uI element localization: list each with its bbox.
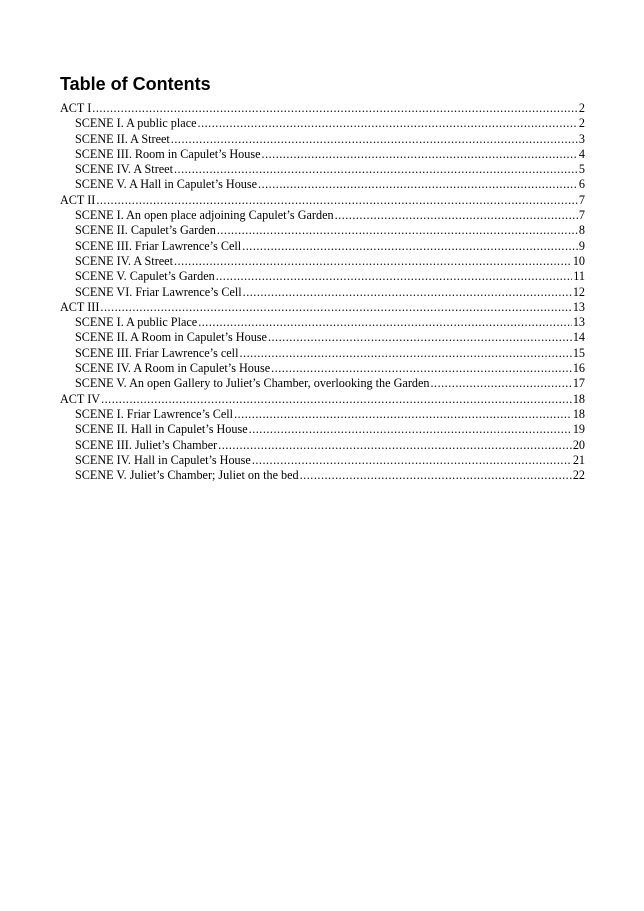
- toc-scene-entry[interactable]: [60, 147, 585, 162]
- toc-entry-label: SCENE II. Hall in Capulet’s House: [75, 422, 248, 437]
- toc-scene-entry[interactable]: [60, 438, 585, 453]
- toc-entry-label: SCENE IV. A Street: [75, 253, 173, 268]
- toc-entry-page-number: 20: [572, 437, 585, 452]
- toc-entry-page-number: 8: [578, 223, 585, 238]
- toc-entry-label: SCENE I. Friar Lawrence’s Cell: [75, 406, 234, 421]
- toc-scene-entry[interactable]: [60, 422, 585, 437]
- toc-dot-leader: [198, 315, 572, 330]
- toc-entry-page-number: 13: [572, 299, 585, 314]
- toc-dot-leader: [198, 116, 578, 131]
- toc-entry-page-number: 17: [572, 376, 585, 391]
- toc-entry-page-number: 12: [572, 284, 585, 299]
- toc-act-entry[interactable]: [60, 101, 585, 116]
- toc-scene-entry[interactable]: [60, 239, 585, 254]
- toc-entry-label: SCENE I. An open place adjoining Capulet’s Garden: [75, 208, 334, 223]
- toc-entry-label: SCENE IV. A Street: [75, 162, 173, 177]
- toc-entry-page-number: 5: [578, 162, 585, 177]
- toc-scene-entry[interactable]: [60, 315, 585, 330]
- toc-entry-label: SCENE I. A public place: [75, 116, 197, 131]
- toc-entry-page-number: 7: [578, 208, 585, 223]
- toc-entry-label: SCENE III. Friar Lawrence’s cell: [75, 345, 239, 360]
- toc-entry-label: SCENE III. Room in Capulet’s House: [75, 146, 261, 161]
- toc-scene-entry[interactable]: [60, 376, 585, 391]
- toc-entry-label: SCENE III. Friar Lawrence’s Cell: [75, 238, 242, 253]
- toc-entry-label: ACT I: [60, 101, 92, 115]
- toc-dot-leader: [174, 254, 572, 269]
- toc-scene-entry[interactable]: [60, 285, 585, 300]
- toc-scene-entry[interactable]: [60, 330, 585, 345]
- toc-scene-entry[interactable]: [60, 132, 585, 147]
- toc-entry-page-number: 22: [572, 468, 585, 483]
- toc-dot-leader: [234, 407, 572, 422]
- toc-dot-leader: [101, 392, 572, 407]
- toc-entry-page-number: 6: [578, 177, 585, 192]
- toc-dot-leader: [216, 269, 573, 284]
- toc-entry-page-number: 11: [573, 269, 585, 284]
- toc-scene-entry[interactable]: [60, 468, 585, 483]
- toc-scene-entry[interactable]: [60, 407, 585, 422]
- toc-entry-page-number: 2: [578, 116, 585, 131]
- toc-entry-page-number: 18: [572, 406, 585, 421]
- toc-dot-leader: [252, 453, 572, 468]
- toc-entry-label: SCENE IV. A Room in Capulet’s House: [75, 361, 271, 376]
- toc-dot-leader: [92, 101, 578, 116]
- toc-dot-leader: [268, 330, 572, 345]
- toc-entry-page-number: 19: [572, 422, 585, 437]
- toc-scene-entry[interactable]: [60, 361, 585, 376]
- toc-entry-label: ACT III: [60, 299, 100, 314]
- toc-scene-entry[interactable]: [60, 162, 585, 177]
- toc-entry-label: SCENE V. An open Gallery to Juliet’s Chamber, overlooking the Garden: [75, 376, 430, 391]
- toc-entry-label: SCENE I. A public Place: [75, 315, 198, 330]
- toc-dot-leader: [217, 223, 578, 238]
- toc-dot-leader: [171, 132, 578, 147]
- toc-entry-label: SCENE III. Juliet’s Chamber: [75, 437, 218, 452]
- toc-entry-label: ACT IV: [60, 391, 101, 406]
- toc-dot-leader: [271, 361, 572, 376]
- toc-entry-page-number: 4: [578, 146, 585, 161]
- toc-dot-leader: [430, 376, 571, 391]
- toc-scene-entry[interactable]: [60, 116, 585, 131]
- toc-dot-leader: [243, 285, 572, 300]
- toc-entry-page-number: 21: [572, 452, 585, 467]
- toc-dot-leader: [174, 162, 578, 177]
- toc-list: [60, 101, 585, 483]
- toc-scene-entry[interactable]: [60, 223, 585, 238]
- toc-entry-page-number: 16: [572, 361, 585, 376]
- toc-scene-entry[interactable]: [60, 177, 585, 192]
- toc-act-entry[interactable]: [60, 300, 585, 315]
- toc-entry-label: SCENE II. Capulet’s Garden: [75, 223, 216, 238]
- toc-entry-label: SCENE IV. Hall in Capulet’s House: [75, 452, 251, 467]
- toc-dot-leader: [258, 177, 578, 192]
- toc-scene-entry[interactable]: [60, 453, 585, 468]
- toc-act-entry[interactable]: [60, 193, 585, 208]
- toc-entry-page-number: 10: [572, 253, 585, 268]
- toc-entry-page-number: 13: [572, 315, 585, 330]
- toc-entry-label: SCENE V. Juliet’s Chamber; Juliet on the bed: [75, 468, 299, 483]
- toc-entry-label: ACT II: [60, 192, 96, 207]
- toc-entry-page-number: 9: [578, 238, 585, 253]
- toc-entry-page-number: 7: [578, 192, 585, 207]
- toc-entry-page-number: 18: [572, 391, 585, 406]
- toc-title: Table of Contents: [60, 74, 211, 94]
- toc-entry-label: SCENE II. A Street: [75, 131, 170, 146]
- toc-entry-label: SCENE V. Capulet’s Garden: [75, 269, 215, 284]
- toc-dot-leader: [335, 208, 578, 223]
- toc-entry-page-number: 3: [578, 131, 585, 146]
- toc-dot-leader: [300, 468, 572, 483]
- toc-scene-entry[interactable]: [60, 269, 585, 284]
- toc-scene-entry[interactable]: [60, 208, 585, 223]
- toc-entry-page-number: 2: [578, 101, 585, 115]
- toc-scene-entry[interactable]: [60, 254, 585, 269]
- toc-entry-page-number: 15: [572, 345, 585, 360]
- toc-dot-leader: [96, 193, 578, 208]
- toc-dot-leader: [249, 422, 572, 437]
- toc-entry-label: SCENE VI. Friar Lawrence’s Cell: [75, 284, 242, 299]
- toc-scene-entry[interactable]: [60, 346, 585, 361]
- toc-act-entry[interactable]: [60, 392, 585, 407]
- toc-dot-leader: [239, 346, 571, 361]
- toc-dot-leader: [100, 300, 571, 315]
- toc-entry-label: SCENE II. A Room in Capulet’s House: [75, 330, 267, 345]
- toc-dot-leader: [242, 239, 578, 254]
- toc-entry-page-number: 14: [572, 330, 585, 345]
- toc-dot-leader: [218, 438, 572, 453]
- toc-entry-label: SCENE V. A Hall in Capulet’s House: [75, 177, 258, 192]
- toc-dot-leader: [262, 147, 578, 162]
